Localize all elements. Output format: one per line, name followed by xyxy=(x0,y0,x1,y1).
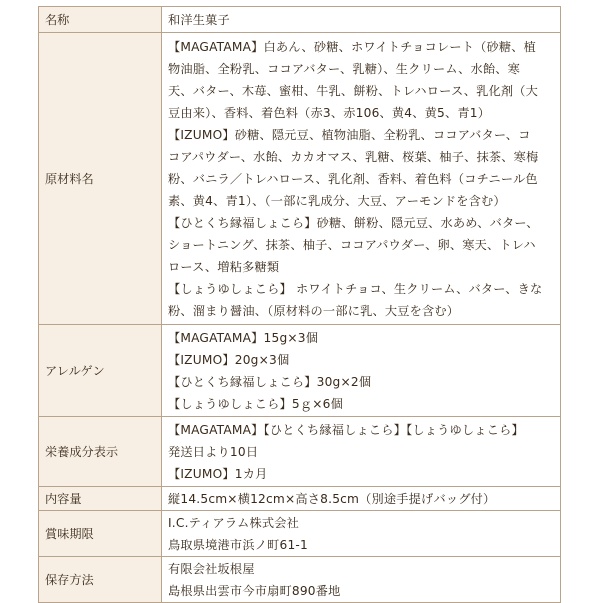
table-row xyxy=(39,557,561,603)
table-row xyxy=(39,33,561,325)
table-row xyxy=(39,511,561,557)
value-line: 粉、バニラ／トレハロース、乳化剤、香料、着色料（コチニール色 xyxy=(168,171,538,186)
value-line: 物油脂、全粉乳、ココアバター、乳糖）、生クリーム、水飴、寒 xyxy=(168,61,521,76)
row-value xyxy=(162,33,561,325)
product-spec-sheet xyxy=(38,6,561,603)
value-line: 天、バター、木苺、蜜柑、牛乳、餅粉、トレハロース、乳化剤（大 xyxy=(168,83,539,98)
value-line: 【IZUMO】1カ月 xyxy=(168,466,268,481)
value-line: 【MAGATAMA】【ひとくち縁福しょこら】【しょうゆしょこら】 xyxy=(168,422,524,437)
value-line: I.C.ティアラム株式会社 xyxy=(168,515,300,530)
value-line: 【しょうゆしょこら】 ホワイトチョコ、生クリーム、バター、きな xyxy=(168,281,543,296)
row-value xyxy=(162,325,561,417)
row-label: 名称 xyxy=(39,7,162,33)
value-line: ショートニング、抹茶、柚子、ココアパウダー、卵、寒天、トレハ xyxy=(168,237,536,252)
row-label: 栄養成分表示 xyxy=(39,417,162,487)
value-line: 【ひとくち縁福しょこら】砂糖、餅粉、隠元豆、水あめ、バター、 xyxy=(168,215,539,230)
row-label: アレルゲン xyxy=(39,325,162,417)
value-line: 縦14.5cm×横12cm×高さ8.5cm（別途手提げバッグ付） xyxy=(168,491,496,506)
value-line: 和洋生菓子 xyxy=(168,12,230,27)
value-line: 島根県出雲市今市扇町890番地 xyxy=(168,583,341,598)
value-line: 【IZUMO】砂糖、隠元豆、植物油脂、全粉乳、ココアバター、コ xyxy=(168,127,531,142)
row-value xyxy=(162,417,561,487)
row-value xyxy=(162,557,561,603)
value-line: 有限会社坂根屋 xyxy=(168,561,255,576)
value-line: 素、黄4、青1）、（一部に乳成分、大豆、アーモンドを含む） xyxy=(168,193,506,208)
table-row xyxy=(39,417,561,487)
row-label: 賞味期限 xyxy=(39,511,162,557)
value-line: 【ひとくち縁福しょこら】30g×2個 xyxy=(168,374,372,389)
row-label: 内容量 xyxy=(39,487,162,511)
row-value xyxy=(162,511,561,557)
table-row xyxy=(39,325,561,417)
value-line: 【MAGATAMA】15g×3個 xyxy=(168,330,319,345)
value-line: 【しょうゆしょこら】5ｇ×6個 xyxy=(168,396,343,411)
value-line: 粉、溜まり醤油、（原材料の一部に乳、大豆を含む） xyxy=(168,303,460,318)
table-row xyxy=(39,487,561,511)
row-label: 保存方法 xyxy=(39,557,162,603)
row-value xyxy=(162,487,561,511)
value-line: ロース、増粘多糖類 xyxy=(168,259,280,274)
value-line: 【IZUMO】20g×3個 xyxy=(168,352,290,367)
row-label: 原材料名 xyxy=(39,33,162,325)
table-row xyxy=(39,7,561,33)
value-line: 豆由来）、香料、着色料（赤3、赤106、黄4、黄5、青1） xyxy=(168,105,491,120)
value-line: コアパウダー、水飴、カカオマス、乳糖、桜葉、柚子、抹茶、寒梅 xyxy=(168,149,539,164)
value-line: 【MAGATAMA】白あん、砂糖、ホワイトチョコレート（砂糖、植 xyxy=(168,39,537,54)
product-info-table xyxy=(38,6,561,603)
value-line: 鳥取県境港市浜ノ町61-1 xyxy=(168,537,308,552)
row-value xyxy=(162,7,561,33)
value-line: 発送日より10日 xyxy=(168,444,259,459)
